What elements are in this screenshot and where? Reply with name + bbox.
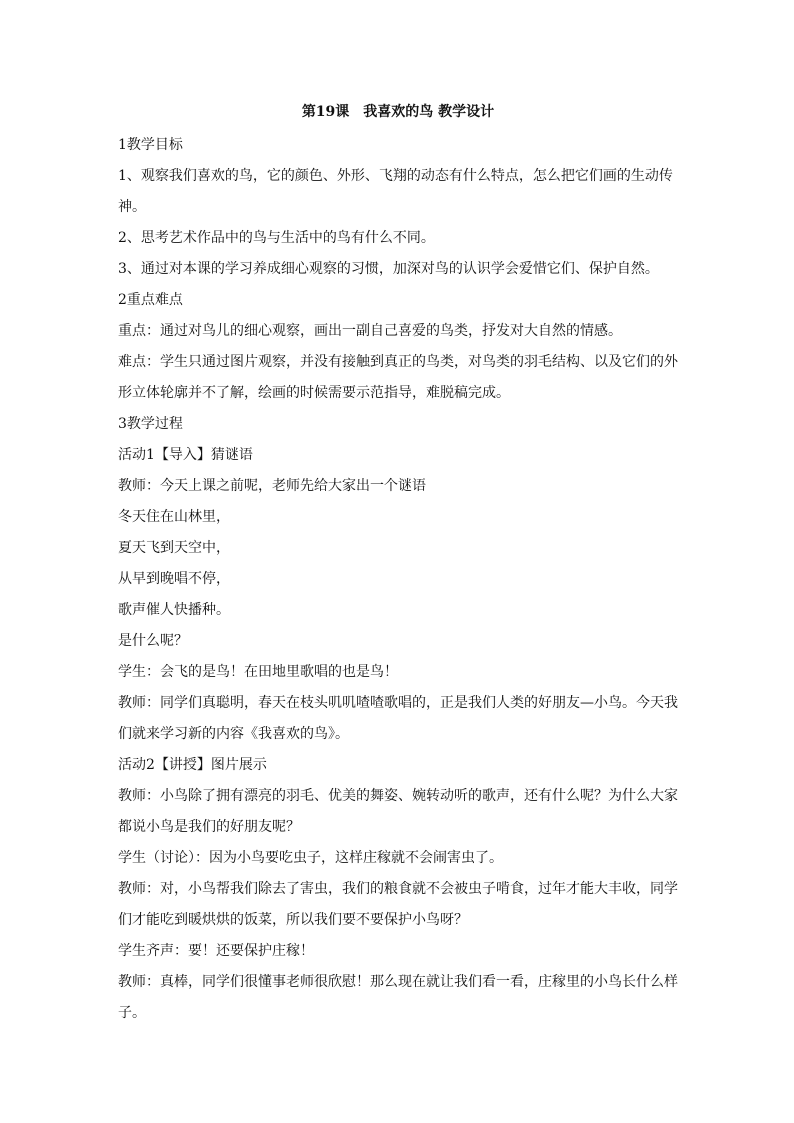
key-point: 重点：通过对鸟儿的细心观察，画出一副自己喜爱的鸟类，抒发对大自然的情感。 <box>118 323 622 339</box>
document-title: 第19课 我喜欢的鸟 教学设计 <box>301 104 495 120</box>
goals-heading: 1教学目标 <box>118 137 183 153</box>
riddle-line-1: 冬天住在山林里， <box>118 509 230 525</box>
riddle-line-4: 歌声催人快播种。 <box>118 602 230 618</box>
teacher-paragraph-4 <box>118 874 678 936</box>
teacher-4-line-1: 教师：对，小鸟帮我们除去了害虫，我们的粮食就不会被虫子啃食，过年才能大丰收，同学 <box>118 881 678 897</box>
teacher-5-line-1: 教师：真棒，同学们很懂事老师很欣慰！那么现在就让我们看一看，庄稼里的小鸟长什么样 <box>118 974 678 990</box>
activity-1-heading: 活动1【导入】猜谜语 <box>118 447 253 463</box>
document-page <box>118 98 678 1029</box>
teacher-line-1: 教师：今天上课之前呢，老师先给大家出一个谜语 <box>118 478 426 494</box>
student-line-3: 学生齐声：要！还要保护庄稼！ <box>118 943 314 959</box>
key-heading: 2重点难点 <box>118 292 183 308</box>
teacher-3-line-1: 教师：小鸟除了拥有漂亮的羽毛、优美的舞姿、婉转动听的歌声，还有什么呢？为什么大家 <box>118 788 678 804</box>
teacher-paragraph-2 <box>118 688 678 750</box>
teacher-5-line-2: 子。 <box>118 1005 146 1021</box>
teacher-3-line-2: 都说小鸟是我们的好朋友呢？ <box>118 819 300 835</box>
process-heading: 3教学过程 <box>118 416 183 432</box>
teacher-2-line-2: 们就来学习新的内容《我喜欢的鸟》。 <box>118 726 349 742</box>
riddle-line-2: 夏天飞到天空中， <box>118 540 230 556</box>
goal-1-line-1: 1、观察我们喜欢的鸟，它的颜色、外形、飞翔的动态有什么特点，怎么把它们画的生动传 <box>118 168 673 184</box>
goal-2: 2、思考艺术作品中的鸟与生活中的鸟有什么不同。 <box>118 230 435 246</box>
riddle-question: 是什么呢？ <box>118 633 188 649</box>
goal-1-paragraph <box>118 161 678 223</box>
teacher-paragraph-5 <box>118 967 678 1029</box>
student-line-1: 学生：会飞的是鸟！在田地里歌唱的也是鸟！ <box>118 664 398 680</box>
teacher-2-line-1: 教师：同学们真聪明，春天在枝头叽叽喳喳歌唱的，正是我们人类的好朋友—小鸟。今天我 <box>118 695 678 711</box>
teacher-paragraph-3 <box>118 781 678 843</box>
difficulty-line-2: 形立体轮廓并不了解，绘画的时候需要示范指导，难脱稿完成。 <box>118 385 510 401</box>
goal-3: 3、通过对本课的学习养成细心观察的习惯，加深对鸟的认识学会爱惜它们、保护自然。 <box>118 261 659 277</box>
student-line-2: 学生（讨论）：因为小鸟要吃虫子，这样庄稼就不会闹害虫了。 <box>118 850 503 866</box>
riddle-line-3: 从早到晚唱不停， <box>118 571 230 587</box>
activity-2-heading: 活动2【讲授】图片展示 <box>118 757 267 773</box>
difficulty-line-1: 难点：学生只通过图片观察，并没有接触到真正的鸟类，对鸟类的羽毛结构、以及它们的外 <box>118 354 678 370</box>
goal-1-line-2: 神。 <box>118 199 146 215</box>
difficulty-paragraph <box>118 347 678 409</box>
teacher-4-line-2: 们才能吃到暖烘烘的饭菜，所以我们要不要保护小鸟呀？ <box>118 912 468 928</box>
